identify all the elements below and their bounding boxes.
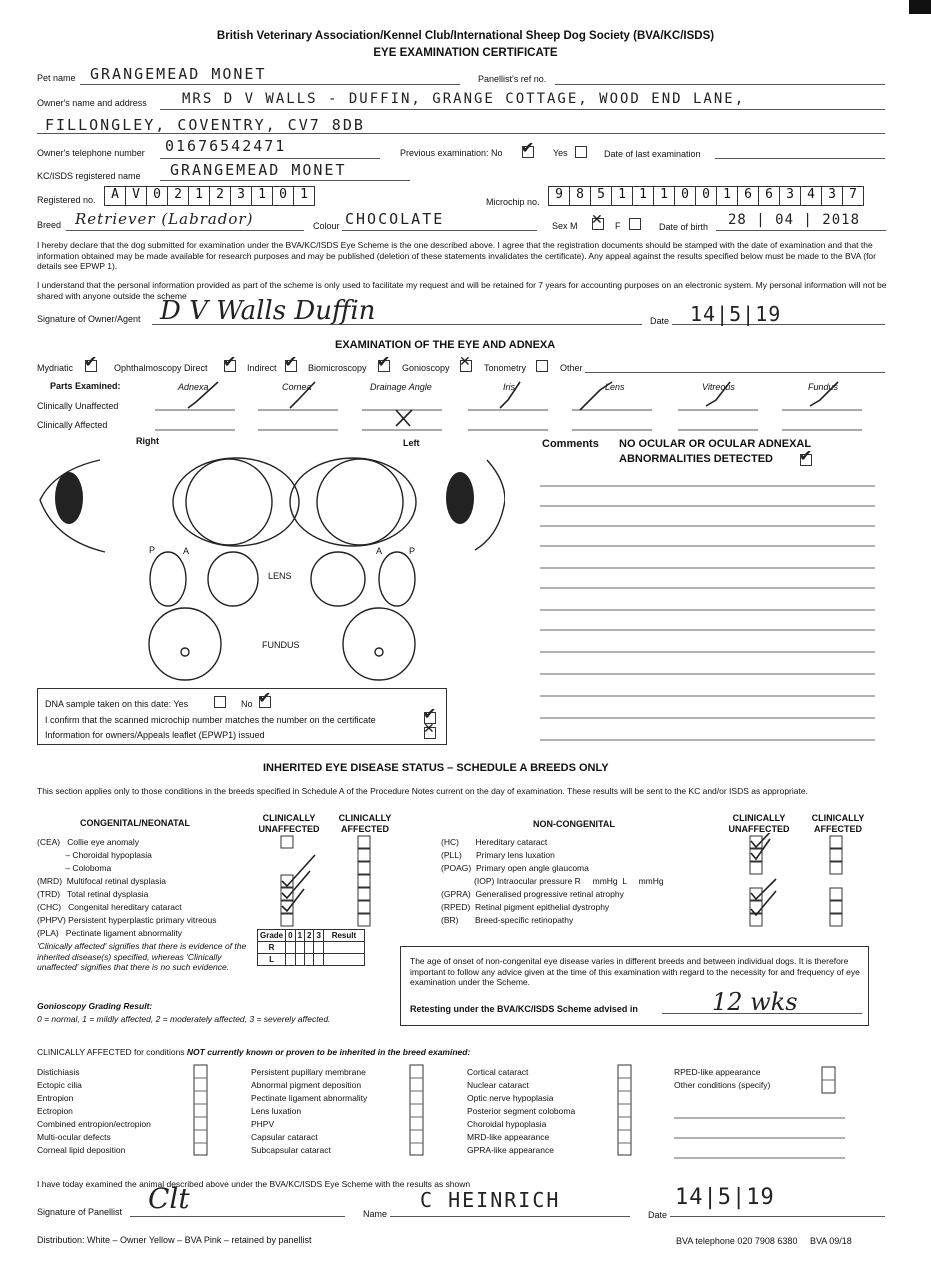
grade-cell[interactable]: [295, 942, 304, 954]
check-icon: ✔: [799, 448, 813, 465]
phone-value[interactable]: 01676542471: [165, 137, 287, 155]
grade-cell[interactable]: [295, 954, 304, 966]
dna-yes-checkbox[interactable]: [214, 696, 226, 708]
other-item: Ectropion: [37, 1106, 73, 1116]
reg-digit: 1: [188, 186, 210, 206]
reg-digit: 3: [230, 186, 252, 206]
chip-digit: 0: [674, 186, 696, 206]
congenital-item: (TRD) Total retinal dysplasia: [37, 889, 149, 899]
kc-name-value[interactable]: GRANGEMEAD MONET: [170, 161, 347, 179]
certificate-title: EYE EXAMINATION CERTIFICATE: [373, 47, 558, 59]
dob-label: Date of birth: [659, 222, 709, 232]
reg-digit: 2: [167, 186, 189, 206]
last-exam-label: Date of last examination: [604, 149, 701, 159]
tonometry-checkbox[interactable]: [536, 360, 548, 372]
schedule-intro: This section applies only to those conditions in the breeds specified in Schedule A of the Procedure Notes current on the day of examination. These results will be sent to the KC and/or ISDS as appropriate.: [37, 786, 808, 796]
retest-label: Retesting under the BVA/KC/ISDS Scheme advised in: [410, 1004, 638, 1014]
exam-title: EXAMINATION OF THE EYE AND ADNEXA: [335, 339, 556, 351]
privacy-text: I understand that the personal information provided as part of the scheme is only used to facilitate my request and will be retained for 7 years for accounting purposes on an electronic system. My personal information will not be shared with anyone outside the scheme: [37, 280, 887, 301]
part-adnexa: Adnexa: [178, 382, 209, 392]
retest-value[interactable]: 12 wks: [712, 988, 798, 1016]
clinically-unaffected-label: Clinically Unaffected: [37, 401, 119, 411]
owner-date[interactable]: 14|5|19: [690, 302, 782, 326]
method-biomicroscopy: Biomicroscopy: [308, 363, 367, 373]
eye-diagrams: [35, 440, 505, 690]
part-iris: Iris: [503, 382, 515, 392]
sex-f-checkbox[interactable]: [629, 218, 641, 230]
grade-col: 0: [286, 930, 295, 942]
comments-line1: NO OCULAR OR OCULAR ADNEXAL: [619, 438, 812, 450]
chip-digit: 1: [653, 186, 675, 206]
congenital-list: [37, 837, 217, 941]
method-other: Other: [560, 363, 583, 373]
breed-value[interactable]: Retriever (Labrador): [75, 210, 254, 228]
other-title-b: NOT currently known or proven to be inherited in the breed examined:: [186, 1047, 471, 1057]
owner-label: Owner's name and address: [37, 98, 147, 108]
noncongenital-item: (POAG) Primary open angle glaucoma: [441, 863, 589, 873]
chip-digit: 3: [821, 186, 843, 206]
owner-signature[interactable]: D V Walls Duffin: [160, 296, 376, 326]
part-cornea: Cornea: [282, 382, 312, 392]
panellist-name-label: Name: [363, 1209, 388, 1219]
grade-row-label: R: [258, 942, 286, 954]
other-item: RPED-like appearance: [674, 1067, 761, 1077]
comment-lines: [540, 480, 880, 750]
microchip-confirm-text: I confirm that the scanned microchip number matches the number on the certificate: [45, 715, 376, 725]
chip-digit: 3: [779, 186, 801, 206]
colour-value[interactable]: CHOCOLATE: [345, 210, 445, 228]
onset-note: The age of onset of non-congenital eye disease varies in different breeds and between individual dogs. It is therefore important to follow any advice given at the time of this examination with regard to the necessity for and frequency of eye examination under the Scheme.: [410, 956, 860, 987]
other-item: Posterior segment coloboma: [467, 1106, 576, 1116]
other-item: Subcapsular cataract: [251, 1145, 331, 1155]
grade-row-label: L: [258, 954, 286, 966]
other-item: Entropion: [37, 1093, 74, 1103]
grade-cell[interactable]: [286, 942, 295, 954]
part-fundus: Fundus: [808, 382, 839, 392]
panellist-signature[interactable]: Clt: [148, 1182, 190, 1215]
reg-no-boxes[interactable]: [104, 186, 314, 206]
lens-label: LENS: [268, 571, 292, 581]
cross-icon: ✕: [591, 211, 603, 227]
congenital-title: CONGENITAL/NEONATAL: [80, 818, 190, 828]
other-item: PHPV: [251, 1119, 275, 1129]
part-vitreous: Vitreous: [702, 382, 735, 392]
other-item: Cortical cataract: [467, 1067, 529, 1077]
noncongenital-item: (IOP) Intraocular pressure R mmHg L mmHg: [441, 876, 664, 886]
other-item: Lens luxation: [251, 1106, 302, 1116]
noncongenital-item: (HC) Hereditary cataract: [441, 837, 548, 847]
sex-label: Sex M: [552, 221, 578, 231]
part-drainage-angle: Drainage Angle: [370, 382, 432, 392]
congenital-unaffected-header: CLINICALLY UNAFFECTED: [258, 813, 320, 834]
pet-name-label: Pet name: [37, 73, 76, 83]
check-icon: ✔: [521, 140, 535, 157]
other-item: Capsular cataract: [251, 1132, 318, 1142]
gonioscopy-title: Gonioscopy Grading Result:: [37, 1001, 153, 1011]
other-item: GPRA-like appearance: [467, 1145, 554, 1155]
other-title-a: CLINICALLY AFFECTED for conditions: [37, 1047, 187, 1057]
other-item: Distichiasis: [37, 1067, 80, 1077]
comments-label: Comments: [542, 438, 599, 450]
other-item: Abnormal pigment deposition: [251, 1080, 362, 1090]
chip-digit: 6: [758, 186, 780, 206]
check-icon: ✔: [84, 354, 98, 371]
noncongenital-unaffected-header: CLINICALLY UNAFFECTED: [728, 813, 790, 834]
corner-mark: [909, 0, 931, 14]
grade-cell[interactable]: [305, 954, 314, 966]
clinically-affected-label: Clinically Affected: [37, 420, 108, 430]
kc-name-label: KC/ISDS registered name: [37, 171, 141, 181]
reg-digit: A: [104, 186, 126, 206]
method-indirect: Indirect: [247, 363, 277, 373]
sex-f-label: F: [615, 221, 621, 231]
check-icon: ✔: [258, 690, 272, 707]
phone-label: Owner's telephone number: [37, 148, 145, 158]
reg-digit: 2: [209, 186, 231, 206]
cross-icon: ✕: [423, 720, 435, 736]
grade-col: 3: [314, 930, 323, 942]
pupil-left-label: P: [409, 546, 416, 556]
grade-cell[interactable]: [314, 954, 323, 966]
panellist-date-label: Date: [648, 1210, 668, 1220]
breed-label: Breed: [37, 220, 62, 230]
owner-date-label: Date: [650, 316, 670, 326]
pet-name-value[interactable]: GRANGEMEAD MONET: [90, 65, 267, 83]
parts-grid: [0, 380, 931, 440]
panellist-signature-label: Signature of Panellist: [37, 1207, 123, 1217]
check-icon: ✔: [223, 354, 237, 371]
grade-cell[interactable]: [314, 942, 323, 954]
chip-digit: 0: [695, 186, 717, 206]
dob-value[interactable]: 28 | 04 | 2018: [728, 212, 861, 228]
cross-icon: ✕: [459, 353, 471, 369]
owner-signature-label: Signature of Owner/Agent: [37, 314, 141, 324]
congenital-item: (PLA) Pectinate ligament abnormality: [37, 928, 183, 938]
other-conditions-title: [37, 1047, 470, 1058]
noncongenital-item: (RPED) Retinal pigment epithelial dystrophy: [441, 902, 610, 912]
chip-digit: 1: [611, 186, 633, 206]
panellist-date[interactable]: 14|5|19: [675, 1185, 775, 1210]
prev-exam-yes-label: Yes: [553, 148, 568, 158]
part-lens: Lens: [605, 382, 625, 392]
distribution-text: Distribution: White – Owner Yellow – BVA Pink – retained by panellist: [37, 1235, 312, 1245]
congenital-item: – Choroidal hypoplasia: [37, 850, 152, 860]
anterior-right-label: A: [183, 546, 190, 556]
chip-digit: 9: [548, 186, 570, 206]
owner-address-line1[interactable]: MRS D V WALLS - DUFFIN, GRANGE COTTAGE, WOOD END LANE,: [182, 91, 746, 107]
noncongenital-list: [441, 837, 664, 928]
microchip-label: Microchip no.: [486, 197, 540, 207]
grade-col: 1: [295, 930, 304, 942]
bva-telephone: BVA telephone 020 7908 6380 BVA 09/18: [676, 1236, 852, 1246]
chip-digit: 6: [737, 186, 759, 206]
dna-no-label: No: [241, 699, 253, 709]
other-item: MRD-like appearance: [467, 1132, 550, 1142]
other-item: Nuclear cataract: [467, 1080, 529, 1090]
reg-digit: 0: [272, 186, 294, 206]
affected-note: 'Clinically affected' signifies that there is evidence of the inherited disease(s) specified, whereas 'Clinically unaffected' signifies that there is no such evidence.: [37, 941, 247, 972]
leaflet-text: Information for owners/Appeals leaflet (EPWP1) issued: [45, 730, 265, 740]
comments-line2: ABNORMALITIES DETECTED: [619, 453, 773, 465]
declaration-text: I hereby declare that the dog submitted for examination under the BVA/KC/ISDS Eye Scheme is the one described above. I agree that the registration documents should be stamped with the date of examination and that the information obtained may be made available for research purposes and may be published (deletion of these statements invalidates the certificate). Any appeal against the results specified below must be made to the BVA (for details see EPWP 1).: [37, 240, 876, 271]
noncongenital-item: (BR) Breed-specific retinopathy: [441, 915, 574, 925]
owner-address-line2[interactable]: FILLONGLEY, COVENTRY, CV7 8DB: [45, 116, 365, 134]
dna-label: DNA sample taken on this date: Yes: [45, 699, 189, 709]
noncongenital-item: (GPRA) Generalised progressive retinal atrophy: [441, 889, 624, 899]
method-tonometry: Tonometry: [484, 363, 527, 373]
other-item: Persistent pupillary membrane: [251, 1067, 366, 1077]
method-mydriatic: Mydriatic: [37, 363, 74, 373]
reg-digit: 1: [251, 186, 273, 206]
chip-digit: 5: [590, 186, 612, 206]
chip-digit: 7: [842, 186, 864, 206]
check-icon: ✔: [377, 354, 391, 371]
pupil-right-label: P: [149, 545, 156, 555]
grade-col: 2: [305, 930, 314, 942]
congenital-item: (PHPV) Persistent hyperplastic primary vitreous: [37, 915, 217, 925]
other-item: Ectopic cilia: [37, 1080, 82, 1090]
grade-cell[interactable]: [286, 954, 295, 966]
anterior-left-label: A: [376, 546, 383, 556]
fundus-label: FUNDUS: [262, 640, 300, 650]
grade-cell[interactable]: [305, 942, 314, 954]
other-item: Optic nerve hypoplasia: [467, 1093, 554, 1103]
check-icon: ✔: [423, 706, 437, 723]
colour-label: Colour: [313, 221, 340, 231]
microchip-boxes[interactable]: [548, 186, 863, 206]
reg-digit: V: [125, 186, 147, 206]
other-item: Multi-ocular defects: [37, 1132, 111, 1142]
congenital-item: (CEA) Collie eye anomaly: [37, 837, 140, 847]
chip-digit: 4: [800, 186, 822, 206]
prev-exam-label: Previous examination: No: [400, 148, 503, 158]
panellist-ref-label: Panellist's ref no.: [478, 74, 547, 84]
grade-cell[interactable]: [323, 942, 364, 954]
other-conditions-boxes[interactable]: [190, 1063, 880, 1163]
grade-cell[interactable]: [323, 954, 364, 966]
noncongenital-checkboxes[interactable]: [740, 833, 850, 933]
reg-digit: 1: [293, 186, 315, 206]
congenital-item: – Coloboma: [37, 863, 112, 873]
congenital-affected-header: CLINICALLY AFFECTED: [338, 813, 392, 834]
chip-digit: 1: [716, 186, 738, 206]
reg-no-label: Registered no.: [37, 195, 96, 205]
left-eye-label: Left: [403, 438, 420, 448]
grade-table: [257, 929, 365, 966]
chip-digit: 1: [632, 186, 654, 206]
noncongenital-title: NON-CONGENITAL: [533, 819, 615, 829]
check-icon: ✔: [284, 354, 298, 371]
congenital-item: (MRD) Multifocal retinal dysplasia: [37, 876, 166, 886]
method-ophthalmoscopy: Ophthalmoscopy Direct: [114, 363, 208, 373]
panellist-name[interactable]: C HEINRICH: [420, 1188, 561, 1212]
other-item: Choroidal hypoplasia: [467, 1119, 547, 1129]
panellist-statement: I have today examined the animal described above under the BVA/KC/ISDS Eye Scheme with the results as shown: [37, 1179, 471, 1189]
grade-col: Result: [323, 930, 364, 942]
gonioscopy-scale: 0 = normal, 1 = mildly affected, 2 = moderately affected, 3 = severely affected.: [37, 1014, 331, 1024]
other-item: Pectinate ligament abnormality: [251, 1093, 368, 1103]
other-item: Corneal lipid deposition: [37, 1145, 126, 1155]
schedule-title: INHERITED EYE DISEASE STATUS – SCHEDULE A BREEDS ONLY: [263, 762, 609, 774]
other-item: Combined entropion/ectropion: [37, 1119, 151, 1129]
prev-exam-yes-checkbox[interactable]: [575, 146, 587, 158]
right-eye-label: Right: [136, 436, 159, 446]
method-gonioscopy: Gonioscopy: [402, 363, 450, 373]
org-title: British Veterinary Association/Kennel Club/International Sheep Dog Society (BVA/KC/ISDS): [216, 30, 715, 42]
other-item: Other conditions (specify): [674, 1080, 771, 1090]
chip-digit: 8: [569, 186, 591, 206]
reg-digit: 0: [146, 186, 168, 206]
other-col1: [37, 1067, 151, 1158]
noncongenital-affected-header: CLINICALLY AFFECTED: [811, 813, 865, 834]
congenital-item: (CHC) Congenital hereditary cataract: [37, 902, 182, 912]
grade-header: Grade: [258, 930, 286, 942]
noncongenital-item: (PLL) Primary lens luxation: [441, 850, 555, 860]
parts-examined-label: Parts Examined:: [50, 381, 121, 391]
